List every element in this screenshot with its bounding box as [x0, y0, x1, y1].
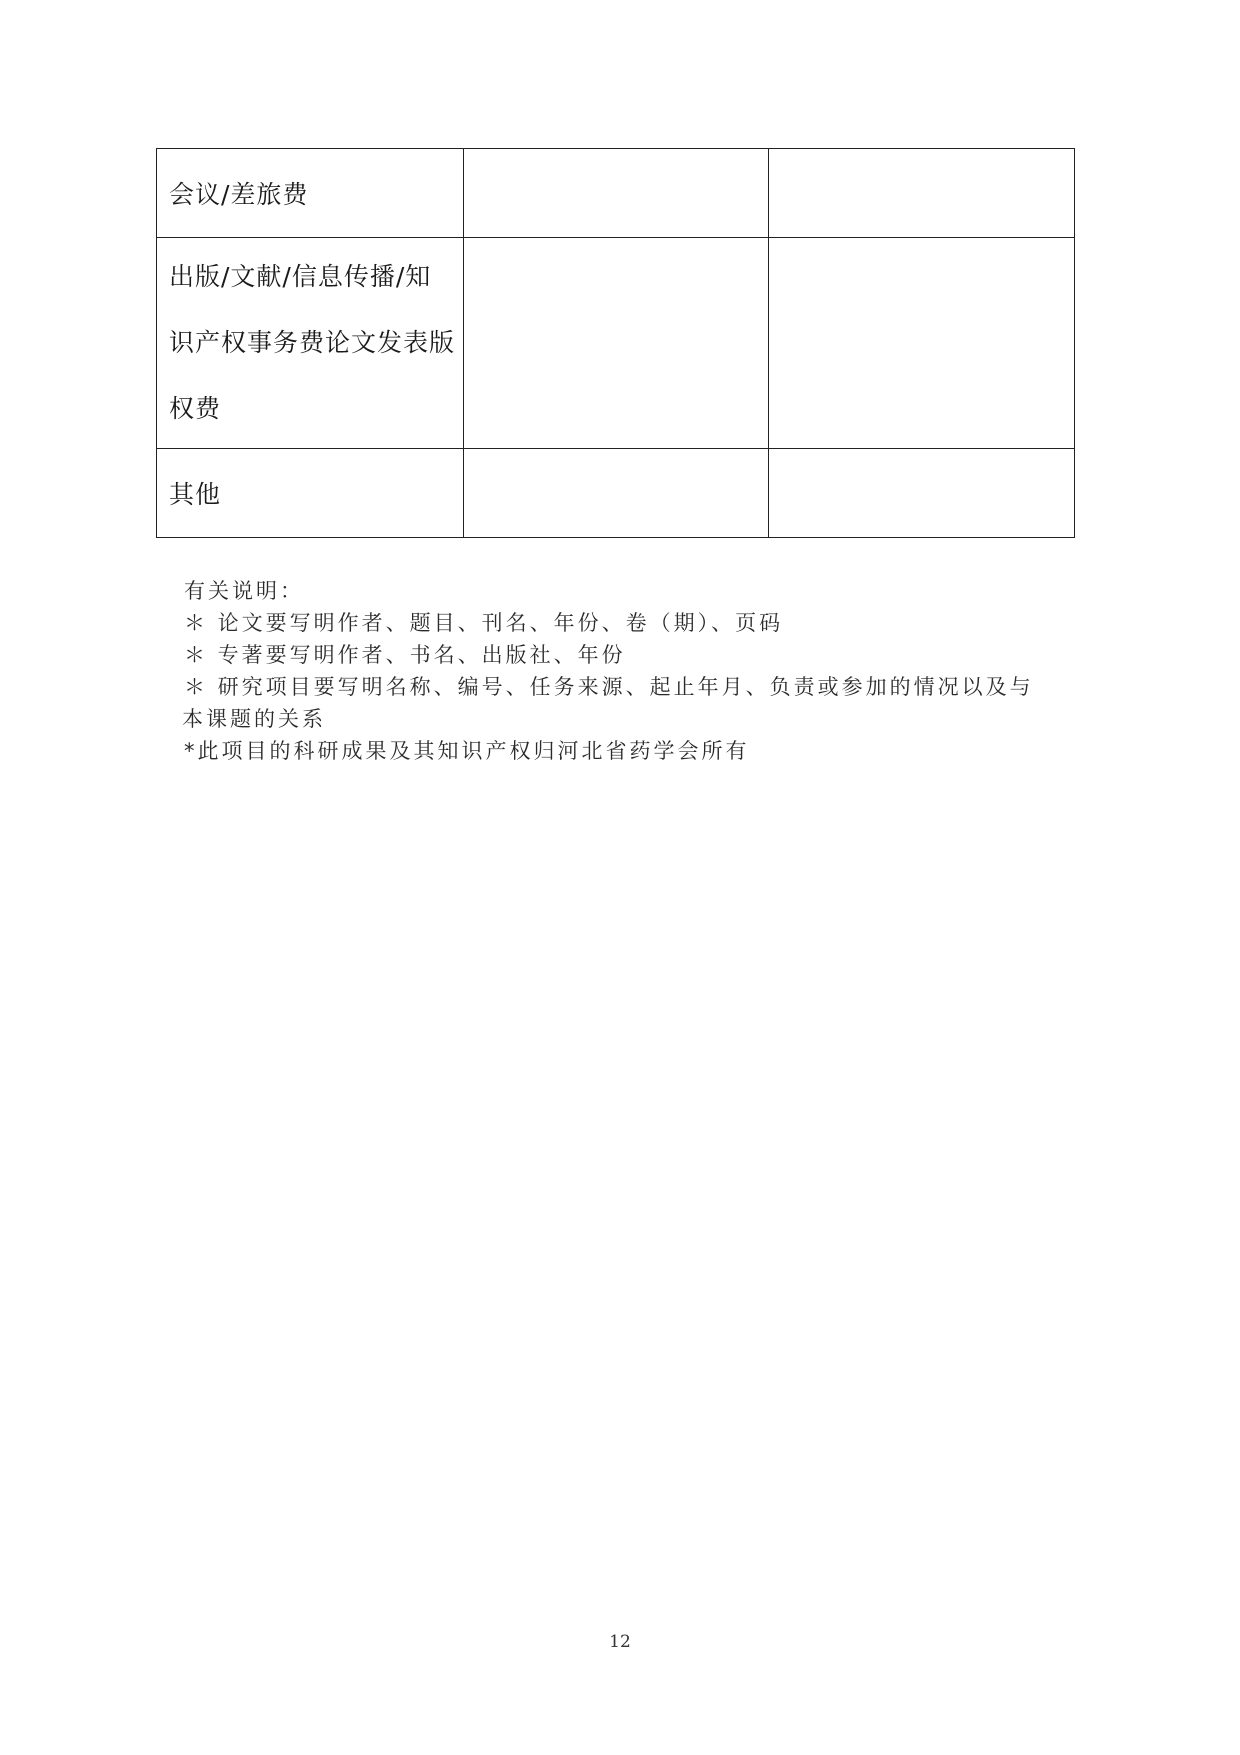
note-item: *此项目的科研成果及其知识产权归河北省药学会所有 — [184, 739, 750, 763]
note-item-continuation: 本课题的关系 — [182, 707, 326, 731]
table-row — [157, 449, 1075, 538]
table-cell — [464, 238, 769, 449]
note-item: ＊ 论文要写明作者、题目、刊名、年份、卷（期）、页码 — [184, 611, 784, 635]
notes-heading: 有关说明： — [184, 579, 304, 603]
note-item: ＊ 专著要写明作者、书名、出版社、年份 — [184, 643, 626, 667]
row-label — [157, 238, 464, 449]
table-cell — [769, 238, 1075, 449]
row-label-text: 会议/差旅费 — [169, 180, 309, 209]
budget-table — [156, 148, 1075, 538]
note-item: ＊ 研究项目要写明名称、编号、任务来源、起止年月、负责或参加的情况以及与 — [184, 675, 1034, 699]
row-label-text: 识产权事务费论文发表版 — [169, 328, 456, 357]
table-cell — [464, 449, 769, 538]
table-cell — [464, 149, 769, 238]
page-number: 12 — [609, 1632, 631, 1652]
table-row — [157, 149, 1075, 238]
table-cell — [769, 449, 1075, 538]
row-label — [157, 449, 464, 538]
row-label-text: 出版/文献/信息传播/知 — [169, 262, 432, 291]
row-label-text: 其他 — [169, 480, 222, 509]
notes-section — [184, 575, 1064, 767]
row-label-text: 权费 — [169, 394, 222, 423]
table-row — [157, 238, 1075, 449]
table-cell — [769, 149, 1075, 238]
row-label — [157, 149, 464, 238]
